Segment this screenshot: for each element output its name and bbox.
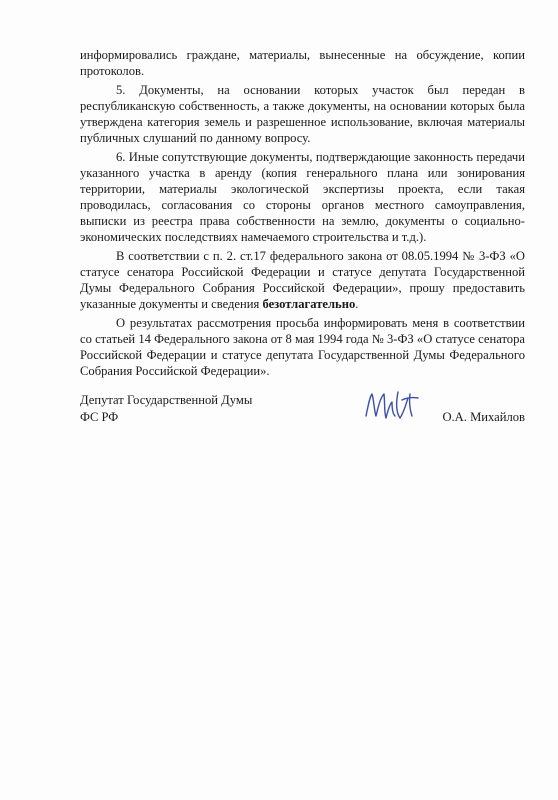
handwritten-signature [362, 386, 422, 426]
letter-body [80, 47, 525, 379]
paragraph-legal-basis [80, 248, 525, 312]
paragraph-item-6: 6. Иные сопутствующие документы, подтверждающие законность передачи указанного участка в аренду (копия генерального плана или зонирования территории, материалы экологической экспертизы проекта, если такая проводилась, согласования со стороны органов местного самоуправления, выписки из реестра права собственности на землю, документы о социально-экономических последствиях намечаемого строительства и т.д.). [80, 150, 525, 244]
paragraph-item-5: 5. Документы, на основании которых участок был передан в республиканскую собственность, а также документы, на основании которых была утверждена категория земель и разрешенное использование, включая материалы публичных слушаний по данному вопросу. [80, 83, 525, 145]
position-line-1: Депутат Государственной Думы [80, 393, 253, 407]
legal-basis-end: . [355, 297, 359, 311]
emphasis-urgent: безотлагательно [262, 297, 356, 311]
paragraph-continuation: информировались граждане, материалы, вынесенные на обсуждение, копии протоколов. [80, 48, 525, 78]
position-line-2: ФС РФ [80, 410, 119, 424]
paragraph-response-request: О результатах рассмотрения просьба информировать меня в соответствии со статьей 14 Федерального закона от 8 мая 1994 года № 3-ФЗ «О статусе сенатора Российской Федерации и статусе депутата Государственной Думы Федерального Собрания Российской Федерации». [80, 316, 525, 378]
legal-basis-text: В соответствии с п. 2. ст.17 федерального закона от 08.05.1994 № 3-ФЗ «О статусе сенатора Российской Федерации и статусе депутата Государственной Думы Федерального Собрания Российской Федерации», прошу предоставить указанные документы и сведения [80, 249, 525, 311]
signatory-name: О.А. Михайлов [442, 410, 525, 424]
signatory-position [80, 392, 252, 426]
